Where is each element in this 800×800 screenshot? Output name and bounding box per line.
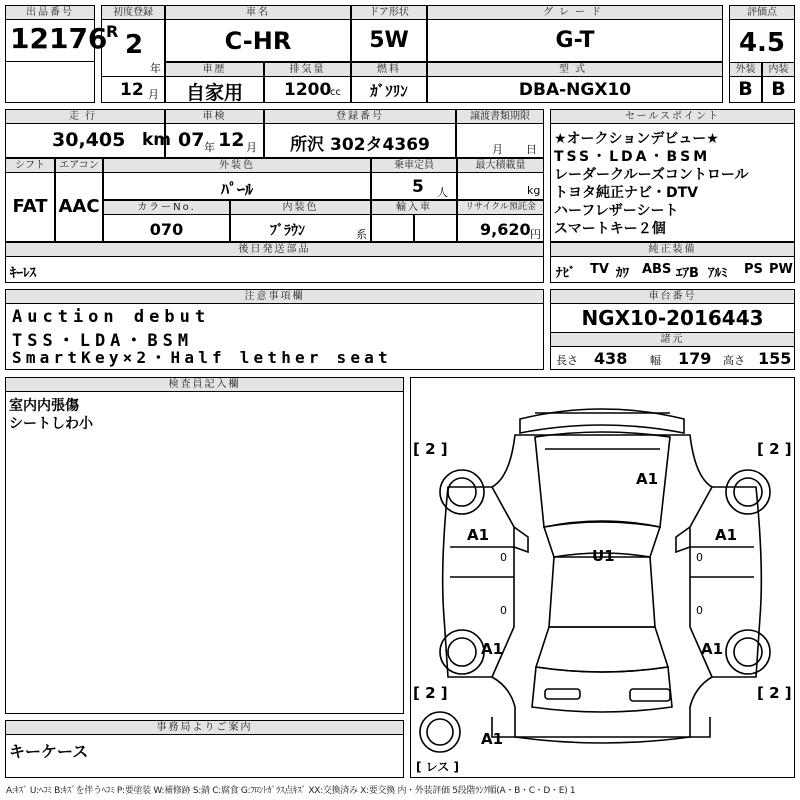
color-no-label: カラーNo. xyxy=(103,200,230,215)
tire-mark: [ 2 ] xyxy=(413,440,448,458)
exterior-score: B xyxy=(738,78,753,100)
aircon: AAC xyxy=(58,196,100,217)
history-label: 車歴 xyxy=(165,62,264,77)
model-label: 型式 xyxy=(427,62,723,77)
max-load-unit: kg xyxy=(527,184,541,197)
equipment-label: 純正装備 xyxy=(550,242,795,257)
sales-point-line: ハーフレザーシート xyxy=(554,203,679,219)
tire-mark: [ 2 ] xyxy=(413,684,448,702)
notes-line: Auction debut xyxy=(12,307,211,327)
dims-label: 諸元 xyxy=(550,332,795,347)
registration-label: 登録番号 xyxy=(264,109,456,124)
damage-left-rear: A1 xyxy=(481,640,504,658)
equipment-item: TV xyxy=(590,262,609,277)
width: 179 xyxy=(678,349,712,368)
inspector-line: シートしわ小 xyxy=(9,416,93,432)
shift-label: シフト xyxy=(5,158,55,173)
aircon-label: エアコン xyxy=(55,158,103,173)
fuel: ｶﾞｿﾘﾝ xyxy=(370,82,408,100)
recycle-label: リサイクル預託金 xyxy=(457,200,544,215)
sales-point-line: トヨタ純正ナビ・DTV xyxy=(554,185,699,201)
interior-label: 内装 xyxy=(762,62,795,77)
first-reg-month: 12 xyxy=(120,80,144,100)
damage-rear: A1 xyxy=(481,730,504,748)
small-zero: 0 xyxy=(500,551,507,564)
office: キーケース xyxy=(9,742,89,761)
displacement-label: 排気量 xyxy=(264,62,351,77)
damage-right-front: A1 xyxy=(715,526,738,544)
equipment-item: PW xyxy=(769,262,793,277)
transfer-docs-month: 月 xyxy=(492,143,503,156)
capacity: 5 xyxy=(412,177,424,197)
height-label: 高さ xyxy=(723,354,745,367)
displacement: 1200 xyxy=(284,80,332,100)
import-box-2 xyxy=(414,214,457,242)
sales-points-label: セールスポイント xyxy=(550,109,795,124)
inspection-month-unit: 月 xyxy=(246,141,257,154)
grade: G-T xyxy=(555,28,595,53)
displacement-unit: cc xyxy=(330,87,341,98)
registration: 所沢 302タ4369 xyxy=(290,135,430,155)
mileage: 30,405 xyxy=(52,129,126,151)
car-name: C-HR xyxy=(224,27,292,55)
equipment-item: ﾅﾋﾞ xyxy=(556,266,576,281)
height: 155 xyxy=(758,349,792,368)
grade-label: グレード xyxy=(427,5,723,20)
import-label: 輸入車 xyxy=(371,200,457,215)
notes-line: SmartKey×2・Half lether seat xyxy=(12,348,392,367)
score: 4.5 xyxy=(738,28,786,58)
doors-label: ドア形状 xyxy=(351,5,427,20)
transfer-docs-day: 日 xyxy=(526,143,537,156)
equipment-item: PS xyxy=(744,262,763,277)
capacity-unit: 人 xyxy=(437,186,448,199)
damage-hood: A1 xyxy=(636,470,659,488)
int-color-suffix: 系 xyxy=(356,228,367,241)
history: 自家用 xyxy=(185,82,243,104)
inspector-label: 検査員記入欄 xyxy=(5,377,404,392)
equipment-item: ｶﾜ xyxy=(616,266,629,281)
max-load-label: 最大積載量 xyxy=(457,158,544,173)
car-diagram xyxy=(410,377,795,778)
equipment-item: ABS xyxy=(642,262,672,277)
inspection-year: 07 xyxy=(178,129,205,151)
width-label: 幅 xyxy=(650,354,661,367)
lot-number-label: 出品番号 xyxy=(5,5,95,20)
damage-right-rear: A1 xyxy=(701,640,724,658)
chassis-label: 車台番号 xyxy=(550,289,795,304)
inspector-box xyxy=(5,391,404,714)
equipment-item: ｱﾙﾐ xyxy=(708,266,728,281)
notes-line: TSS・LDA・BSM xyxy=(12,331,194,351)
mileage-label: 走行 xyxy=(5,109,165,124)
equipment-item: ｴｱB xyxy=(676,266,699,281)
lot-blank-box xyxy=(5,61,95,103)
tire-mark: [ 2 ] xyxy=(757,684,792,702)
ext-color-label: 外装色 xyxy=(103,158,371,173)
score-label: 評価点 xyxy=(729,5,795,20)
inspector-line: 室内内張傷 xyxy=(9,398,79,414)
lot-number: 12176 xyxy=(10,22,108,55)
sales-point-line: レーダークルーズコントロール xyxy=(554,167,749,183)
doors: 5W xyxy=(369,28,409,53)
spare-tire-label: [ レス ] xyxy=(416,760,459,774)
office-label: 事務局よりご案内 xyxy=(5,720,404,735)
mileage-unit: km xyxy=(142,130,172,150)
import-box xyxy=(371,214,414,242)
first-reg-month-unit: 月 xyxy=(148,88,159,101)
later-parts-box xyxy=(5,256,544,283)
damage-roof: U1 xyxy=(592,547,615,565)
first-reg-year-unit: 年 xyxy=(150,62,161,75)
interior-score: B xyxy=(771,78,786,100)
damage-left-front: A1 xyxy=(467,526,490,544)
fuel-label: 燃料 xyxy=(351,62,427,77)
int-color-label: 内装色 xyxy=(230,200,371,215)
later-parts: ｷｰﾚｽ xyxy=(10,266,36,281)
int-color: ﾌﾞﾗｳﾝ xyxy=(270,223,305,239)
recycle-unit: 円 xyxy=(530,228,541,241)
small-zero: 0 xyxy=(696,551,703,564)
length-label: 長さ xyxy=(556,354,578,367)
inspection-month: 12 xyxy=(218,129,245,151)
shift: FAT xyxy=(12,196,48,217)
car-name-label: 車名 xyxy=(165,5,351,20)
small-zero: 0 xyxy=(500,604,507,617)
transfer-docs-label: 譲渡書類期限 xyxy=(456,109,544,124)
model: DBA-NGX10 xyxy=(518,80,632,100)
legend: A:ｷｽﾞ U:ﾍｺﾐ B:ｷｽﾞを伴うﾍｺﾐ P:要塗装 W:補修跡 S:錆 C:腐食 G:ﾌﾛﾝﾄｶﾞﾗｽ点ｷｽﾞ XX:交換済み X:要交換 内・外装評価 5段階ﾗﾝｸ順(A・B・C・D・E) 1 xyxy=(6,786,576,796)
first-reg-label: 初度登録 xyxy=(101,5,165,20)
inspection-label: 車検 xyxy=(165,109,264,124)
recycle: 9,620 xyxy=(480,220,531,239)
tire-mark: [ 2 ] xyxy=(757,440,792,458)
inspection-year-unit: 年 xyxy=(204,141,215,154)
chassis: NGX10-2016443 xyxy=(581,306,764,330)
sales-point-line: スマートキー２個 xyxy=(554,221,666,237)
sales-point-line: TSS・LDA・BSM xyxy=(554,149,711,165)
small-zero: 0 xyxy=(696,604,703,617)
first-reg-year: 2 xyxy=(125,30,144,60)
later-parts-label: 後日発送部品 xyxy=(5,242,544,257)
first-reg-era: R xyxy=(106,22,119,41)
length: 438 xyxy=(594,349,628,368)
color-no: 070 xyxy=(149,220,184,239)
sales-point-line: ★オークションデビュー★ xyxy=(554,131,719,147)
exterior-label: 外装 xyxy=(729,62,762,77)
notes-label: 注意事項欄 xyxy=(5,289,544,304)
ext-color: ﾊﾟｰﾙ xyxy=(220,180,253,199)
capacity-label: 乗車定員 xyxy=(371,158,457,173)
